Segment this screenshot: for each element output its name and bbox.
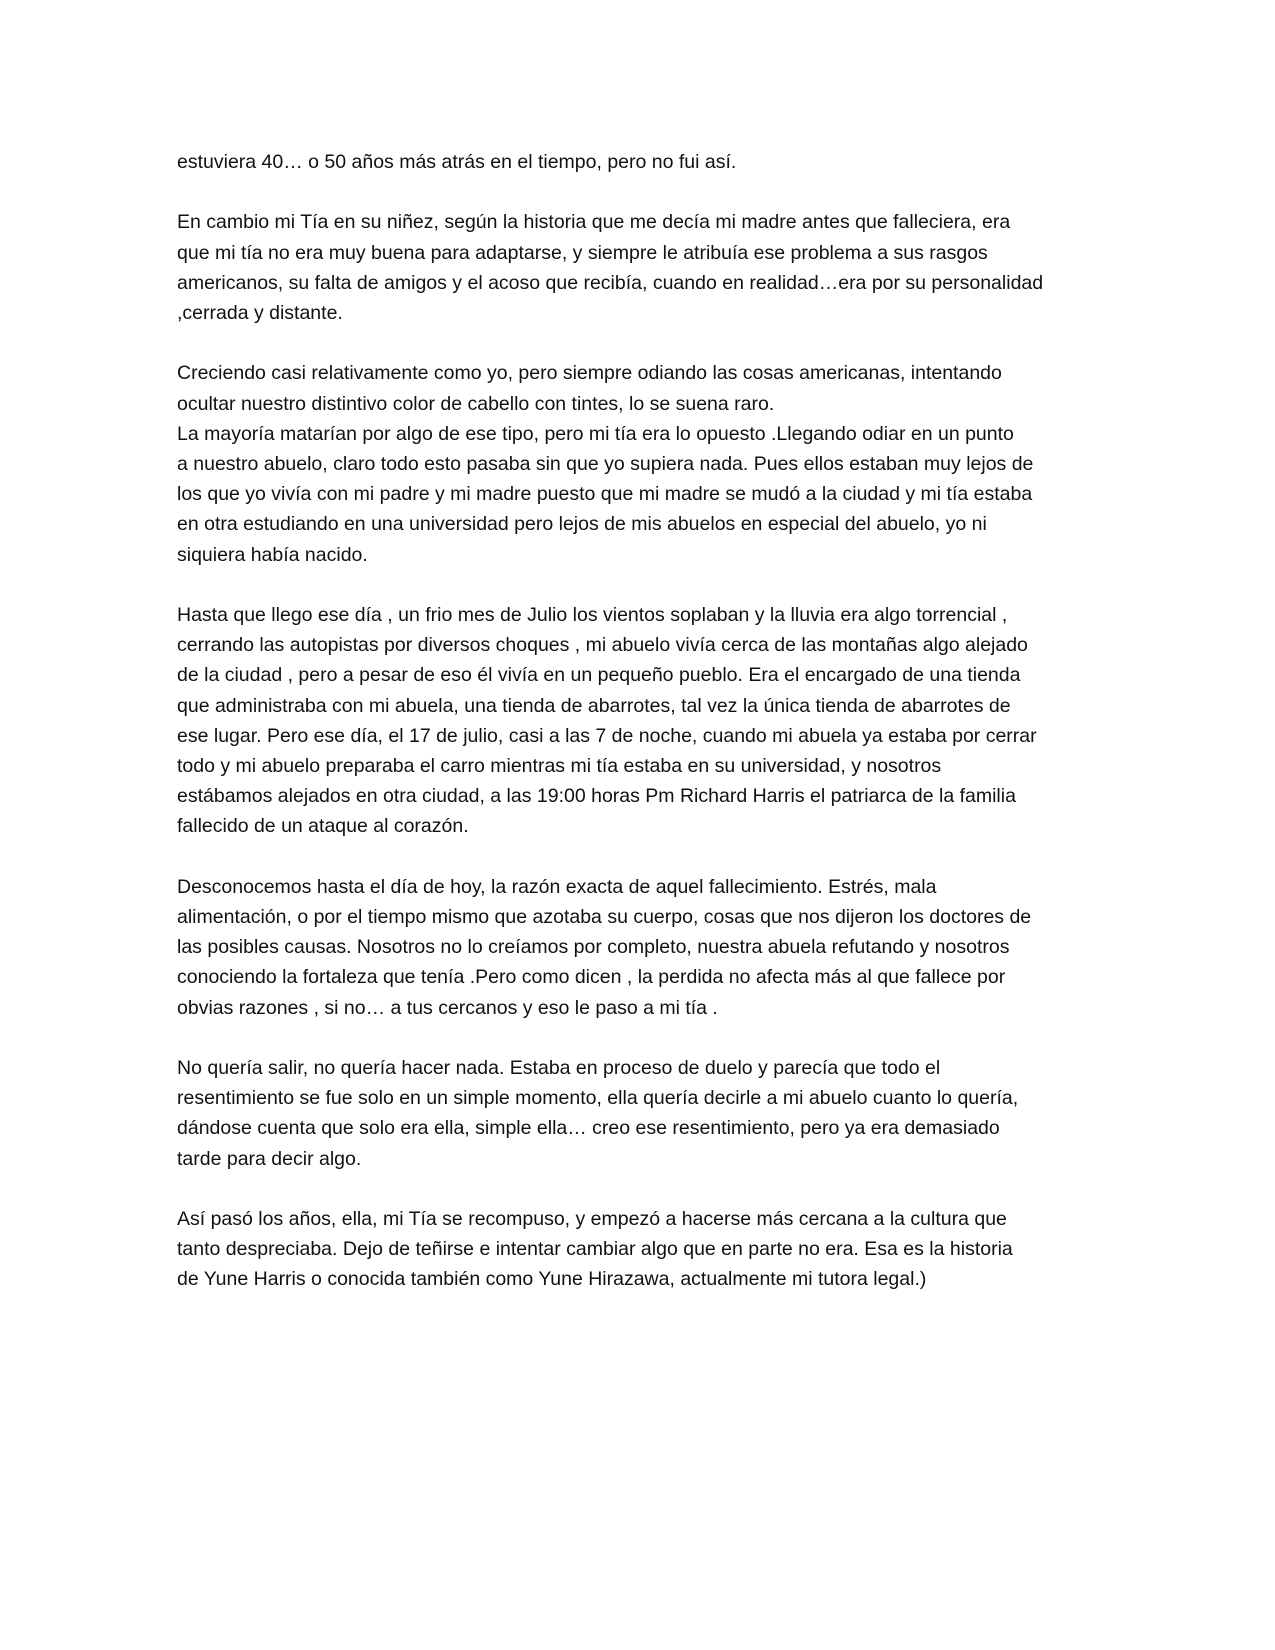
paragraph-1: estuviera 40… o 50 años más atrás en el tiempo, pero no fui así. bbox=[177, 151, 737, 173]
document-body bbox=[177, 147, 1117, 1295]
paragraph-7: Así pasó los años, ella, mi Tía se recompuso, y empezó a hacerse más cercana a la cultura que tanto despreciaba. Dejo de teñirse e intentar cambiar algo que en parte no era. Esa es la historia de Yune Harris o conocida también como Yune Hirazawa, actualmente mi tutora legal.) bbox=[177, 1208, 1013, 1291]
paragraph-6: No quería salir, no quería hacer nada. Estaba en proceso de duelo y parecía que todo el resentimiento se fue solo en un simple momento, ella quería decirle a mi abuelo cuanto lo quería, dándose cuenta que solo era ella, simple ella… creo ese resentimiento, pero ya era demasiado tarde para decir algo. bbox=[177, 1057, 1019, 1170]
paragraph-4: Hasta que llego ese día , un frio mes de Julio los vientos soplaban y la lluvia era algo torrencial , cerrando las autopistas por diversos choques , mi abuelo vivía cerca de las montañas algo alejado de la ciudad , pero a pesar de eso él vivía en un pequeño pueblo. Era el encargado de una tienda que administraba con mi abuela, una tienda de abarrotes, tal vez la única tienda de abarrotes de ese lugar. Pero ese día, el 17 de julio, casi a las 7 de noche, cuando mi abuela ya estaba por cerrar todo y mi abuelo preparaba el carro mientras mi tía estaba en su universidad, y nosotros estábamos alejados en otra ciudad, a las 19:00 horas Pm Richard Harris el patriarca de la familia fallecido de un ataque al corazón. bbox=[177, 604, 1037, 838]
paragraph-3: Creciendo casi relativamente como yo, pero siempre odiando las cosas americanas, intentando ocultar nuestro distintivo color de cabello con tintes, lo se suena raro. La mayoría matarían por algo de ese tipo, pero mi tía era lo opuesto .Llegando odiar en un punto a nuestro abuelo, claro todo esto pasaba sin que yo supiera nada. Pues ellos estaban muy lejos de los que yo vivía con mi padre y mi madre puesto que mi madre se mudó a la ciudad y mi tía estaba en otra estudiando en una universidad pero lejos de mis abuelos en especial del abuelo, yo ni siquiera había nacido. bbox=[177, 362, 1034, 566]
paragraph-5: Desconocemos hasta el día de hoy, la razón exacta de aquel fallecimiento. Estrés, mala alimentación, o por el tiempo mismo que azotaba su cuerpo, cosas que nos dijeron los doctores de las posibles causas. Nosotros no lo creíamos por completo, nuestra abuela refutando y nosotros conociendo la fortaleza que tenía .Pero como dicen , la perdida no afecta más al que fallece por obvias razones , si no… a tus cercanos y eso le paso a mi tía . bbox=[177, 875, 1032, 1019]
paragraph-2: En cambio mi Tía en su niñez, según la historia que me decía mi madre antes que falleciera, era que mi tía no era muy buena para adaptarse, y siempre le atribuía ese problema a sus rasgos americanos, su falta de amigos y el acoso que recibía, cuando en realidad…era por su personalidad ,cerrada y distante. bbox=[177, 211, 1044, 324]
